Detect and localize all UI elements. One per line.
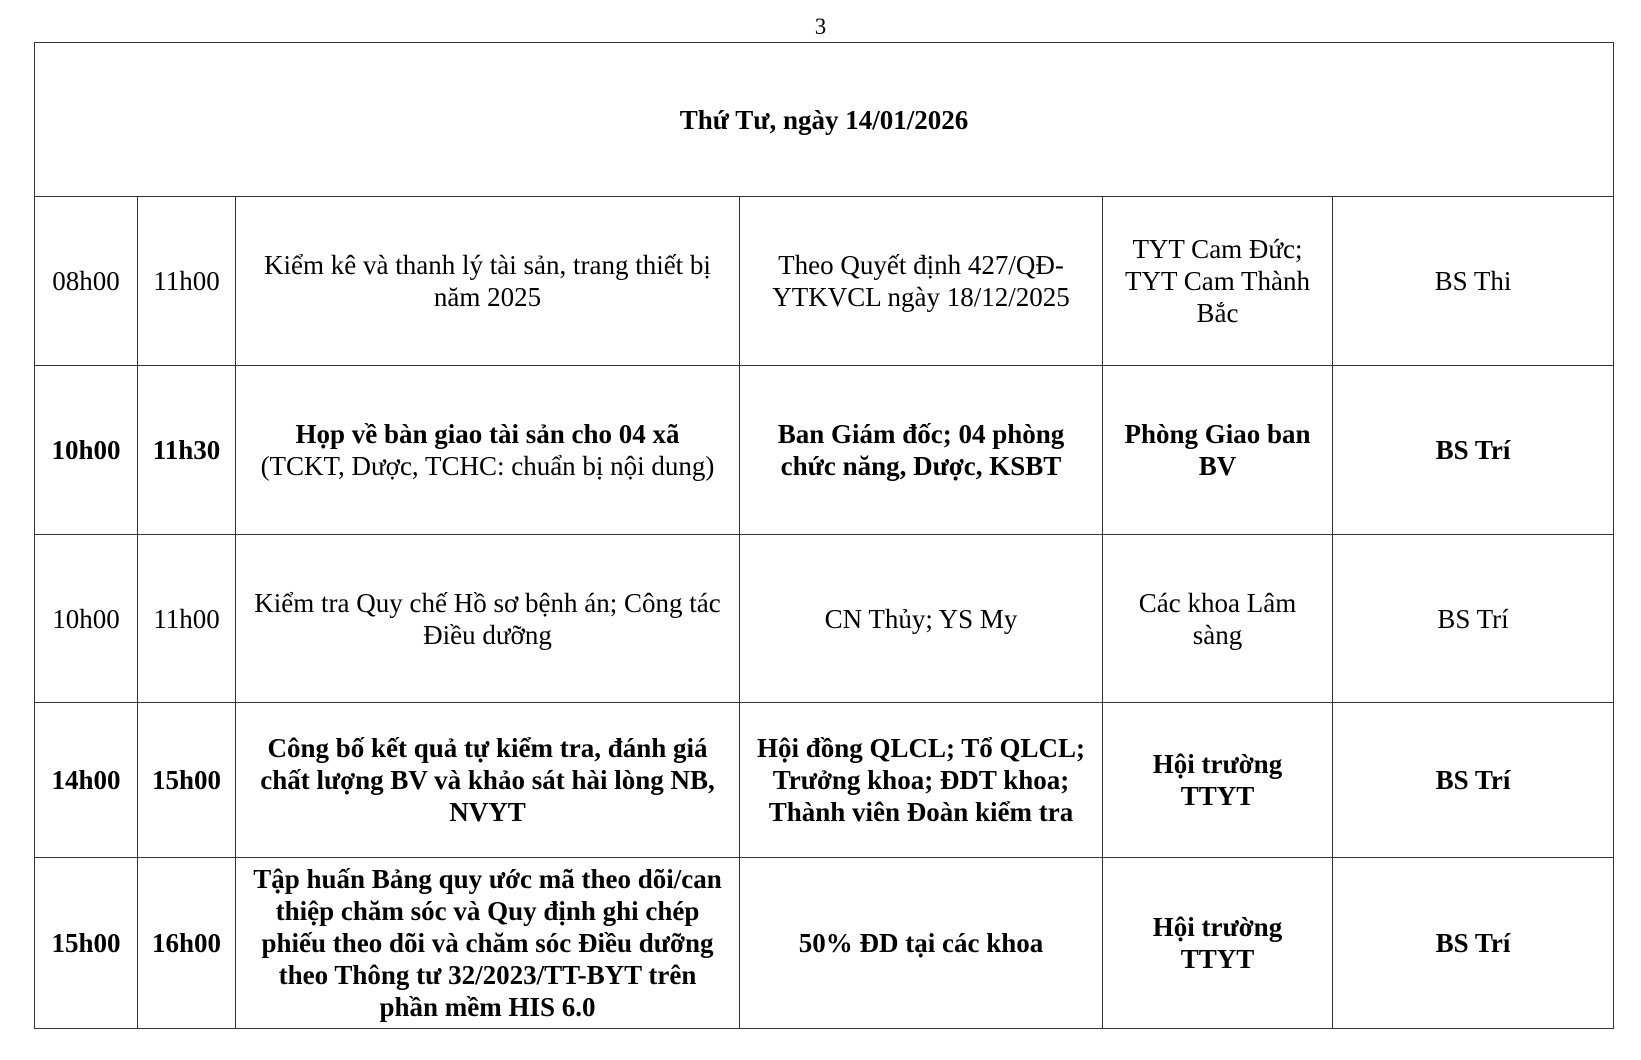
activity xyxy=(236,366,740,535)
end-time: 11h00 xyxy=(138,535,236,703)
table-row xyxy=(35,197,1614,366)
chair: BS Trí xyxy=(1333,703,1614,858)
chair: BS Trí xyxy=(1333,366,1614,535)
start-time: 14h00 xyxy=(35,703,138,858)
participants: CN Thủy; YS My xyxy=(740,535,1103,703)
activity: Công bố kết quả tự kiểm tra, đánh giá chất lượng BV và khảo sát hài lòng NB, NVYT xyxy=(236,703,740,858)
participants: Ban Giám đốc; 04 phòng chức năng, Dược, KSBT xyxy=(740,366,1103,535)
location: TYT Cam Đức; TYT Cam Thành Bắc xyxy=(1103,197,1333,366)
end-time: 11h30 xyxy=(138,366,236,535)
activity: Tập huấn Bảng quy ước mã theo dõi/can thiệp chăm sóc và Quy định ghi chép phiếu theo dõi và chăm sóc Điều dưỡng theo Thông tư 32/2023/TT-BYT trên phần mềm HIS 6.0 xyxy=(236,858,740,1029)
day-header-row xyxy=(35,43,1614,197)
chair: BS Trí xyxy=(1333,858,1614,1029)
table-row xyxy=(35,858,1614,1029)
activity-note: (TCKT, Dược, TCHC: chuẩn bị nội dung) xyxy=(260,451,715,481)
start-time: 10h00 xyxy=(35,366,138,535)
end-time: 16h00 xyxy=(138,858,236,1029)
day-header: Thứ Tư, ngày 14/01/2026 xyxy=(35,43,1614,197)
chair: BS Trí xyxy=(1333,535,1614,703)
start-time: 08h00 xyxy=(35,197,138,366)
end-time: 11h00 xyxy=(138,197,236,366)
location: Phòng Giao ban BV xyxy=(1103,366,1333,535)
location: Các khoa Lâm sàng xyxy=(1103,535,1333,703)
table-row xyxy=(35,535,1614,703)
schedule-table xyxy=(34,42,1614,1029)
activity: Kiểm tra Quy chế Hồ sơ bệnh án; Công tác Điều dưỡng xyxy=(236,535,740,703)
chair: BS Thi xyxy=(1333,197,1614,366)
location: Hội trường TTYT xyxy=(1103,858,1333,1029)
table-row xyxy=(35,703,1614,858)
participants: 50% ĐD tại các khoa xyxy=(740,858,1103,1029)
activity-title: Họp về bàn giao tài sản cho 04 xã xyxy=(295,419,680,449)
start-time: 10h00 xyxy=(35,535,138,703)
page-number: 3 xyxy=(814,14,827,39)
table-row xyxy=(35,366,1614,535)
activity: Kiểm kê và thanh lý tài sản, trang thiết bị năm 2025 xyxy=(236,197,740,366)
end-time: 15h00 xyxy=(138,703,236,858)
location: Hội trường TTYT xyxy=(1103,703,1333,858)
participants: Hội đồng QLCL; Tổ QLCL; Trưởng khoa; ĐDT khoa; Thành viên Đoàn kiểm tra xyxy=(740,703,1103,858)
start-time: 15h00 xyxy=(35,858,138,1029)
participants: Theo Quyết định 427/QĐ-YTKVCL ngày 18/12/2025 xyxy=(740,197,1103,366)
